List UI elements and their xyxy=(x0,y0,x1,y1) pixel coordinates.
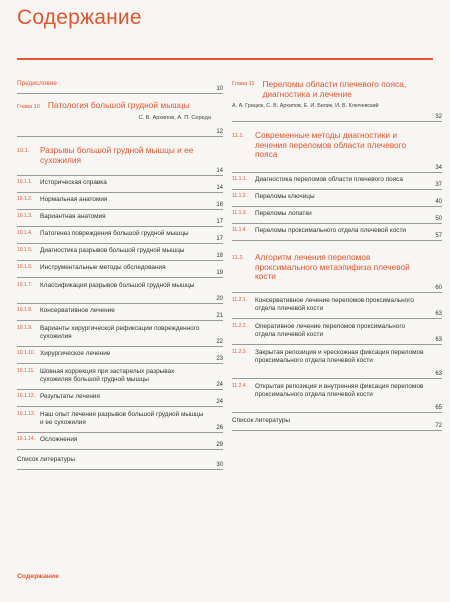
toc-entry-page: 14 xyxy=(216,168,223,174)
toc-entry-number: 10.1.7. xyxy=(17,282,33,288)
toc-rule xyxy=(17,209,223,210)
toc-entry-number: 10.1.6. xyxy=(17,264,33,270)
toc-entry-label: Список литературы xyxy=(232,417,290,424)
toc-rule xyxy=(232,318,442,319)
toc-entry-page: 72 xyxy=(435,423,442,429)
toc-rule xyxy=(17,320,223,321)
toc-rule xyxy=(17,260,223,261)
toc-entry-label: Переломы лопатки xyxy=(255,210,312,217)
toc-entry-page: 24 xyxy=(216,399,223,405)
toc-entry[interactable] xyxy=(232,176,442,190)
toc-rule xyxy=(232,412,442,413)
toc-entry-page: 50 xyxy=(435,216,442,222)
toc-entry[interactable] xyxy=(232,193,442,207)
toc-entry-page: 12 xyxy=(216,129,223,135)
toc-entry[interactable] xyxy=(17,247,223,261)
toc-entry-number: 11.2.1. xyxy=(232,297,247,303)
toc-entry-label: Алгоритм лечения переломов проксимального метаэпифиза плечевой кости xyxy=(255,252,410,282)
toc-entry-label: Оперативное лечение переломов проксимального отдела плечевой кости xyxy=(255,323,406,339)
toc-entry-number: 10.1.1. xyxy=(17,179,33,185)
toc-entry[interactable] xyxy=(232,323,442,345)
toc-entry-page: 57 xyxy=(435,233,442,239)
toc-entry[interactable] xyxy=(17,436,223,450)
toc-entry-label: Открытая репозиция и внутренняя фиксация переломов проксимального отдела плечевой кости xyxy=(255,383,424,399)
toc-entry-page: 60 xyxy=(435,285,442,291)
toc-entry-label: Шовная коррекция при застарелых разрывах сухожилия большой грудной мышцы xyxy=(40,368,175,384)
toc-entry-bibliography[interactable] xyxy=(232,417,442,431)
toc-entry[interactable] xyxy=(17,307,223,321)
toc-entry[interactable] xyxy=(232,297,442,319)
toc-rule xyxy=(17,363,223,364)
toc-entry-number: 10.1.14. xyxy=(17,436,36,442)
toc-rule xyxy=(17,136,223,137)
toc-entry-page: 63 xyxy=(435,311,442,317)
toc-rule xyxy=(17,406,223,407)
toc-entry-label: Результаты лечения xyxy=(40,393,100,400)
toc-entry-label: Вариантная анатомия xyxy=(40,213,106,220)
title-rule xyxy=(17,58,433,60)
toc-entry-bibliography[interactable] xyxy=(17,456,223,470)
chapter-authors: С. В. Архипов, А. П. Середа xyxy=(138,114,211,121)
toc-entry[interactable] xyxy=(17,196,223,210)
toc-rule xyxy=(232,378,442,379)
page-title: Содержание xyxy=(17,6,142,29)
toc-rule xyxy=(17,346,223,347)
toc-entry-page: 22 xyxy=(216,339,223,345)
toc-entry-number: 11.2.4. xyxy=(232,383,247,389)
toc-entry[interactable] xyxy=(232,383,442,413)
toc-rule xyxy=(232,206,442,207)
toc-entry-label: Осложнения xyxy=(40,436,78,443)
toc-entry[interactable] xyxy=(232,131,442,173)
toc-chapter-11[interactable] xyxy=(232,80,442,122)
toc-entry[interactable] xyxy=(232,349,442,379)
toc-entry-label: Патогенез повреждения большой грудной мышцы xyxy=(40,230,189,237)
toc-entry-number: 11.1.1. xyxy=(232,176,247,182)
toc-entry[interactable] xyxy=(17,350,223,364)
toc-entry-page: 20 xyxy=(216,296,223,302)
toc-entry-page: 32 xyxy=(435,114,442,120)
toc-chapter-10[interactable] xyxy=(17,101,223,137)
toc-entry-label: Варианты хирургической рефиксации поврежденного сухожилия xyxy=(40,325,200,341)
toc-entry-number: 10.1.13. xyxy=(17,411,36,417)
toc-entry-page: 34 xyxy=(435,165,442,171)
toc-rule xyxy=(17,243,223,244)
toc-entry[interactable] xyxy=(17,282,223,304)
toc-entry-label: Переломы ключицы xyxy=(255,193,315,200)
toc-entry-page: 21 xyxy=(216,313,223,319)
toc-entry-number: 10.1.5. xyxy=(17,247,33,253)
toc-entry-number: 10.1.11. xyxy=(17,368,35,374)
toc-entry-number: 11.2.2. xyxy=(232,323,247,329)
toc-entry-number: 10.1.8. xyxy=(17,307,33,313)
toc-rule xyxy=(232,240,442,241)
toc-entry[interactable] xyxy=(232,210,442,224)
toc-entry-page: 37 xyxy=(435,182,442,188)
chapter-authors: А. А. Грицюк, С. В. Архипов, Е. И. Белик, И. В. Ключевский xyxy=(232,103,379,110)
toc-entry[interactable] xyxy=(17,325,223,347)
toc-rule xyxy=(17,303,223,304)
toc-entry-preface[interactable] xyxy=(17,80,223,94)
toc-entry-number: 11.1.3. xyxy=(232,210,247,216)
toc-entry-label: Диагностика разрывов большой грудной мышцы xyxy=(40,247,185,254)
toc-entry[interactable] xyxy=(17,411,223,433)
toc-left-entries xyxy=(17,146,223,450)
toc-rule xyxy=(17,93,223,94)
toc-rule xyxy=(232,172,442,173)
toc-entry-label: Переломы проксимального отдела плечевой кости xyxy=(255,227,406,234)
toc-entry[interactable] xyxy=(17,179,223,193)
toc-entry-number: 10.1.12. xyxy=(17,393,36,399)
toc-entry-number: 11.2. xyxy=(232,255,245,261)
toc-entry[interactable] xyxy=(17,213,223,227)
toc-entry-number: 10.1.2. xyxy=(17,196,33,202)
toc-entry-page: 18 xyxy=(216,253,223,259)
toc-entry-label: Список литературы xyxy=(17,456,75,463)
toc-entry-page: 63 xyxy=(435,337,442,343)
toc-entry-page: 14 xyxy=(216,185,223,191)
chapter-label: Глава 10 xyxy=(17,104,40,110)
toc-entry-page: 10 xyxy=(216,86,223,92)
toc-entry-number: 10.1.9. xyxy=(17,325,33,331)
toc-rule xyxy=(232,430,442,431)
toc-entry-page: 30 xyxy=(216,462,223,468)
running-footer: Содержание xyxy=(17,573,59,580)
toc-entry-page: 40 xyxy=(435,199,442,205)
toc-rule xyxy=(232,344,442,345)
toc-entry-number: 10.1.4. xyxy=(17,230,33,236)
toc-rule xyxy=(232,121,442,122)
toc-entry-page: 17 xyxy=(216,219,223,225)
toc-entry-page: 24 xyxy=(216,382,223,388)
toc-entry-page: 17 xyxy=(216,236,223,242)
toc-entry-number: 11.1. xyxy=(232,133,245,139)
toc-entry-page: 19 xyxy=(216,270,223,276)
toc-rule xyxy=(17,277,223,278)
toc-entry-label: Наш опыт лечения разрывов большой грудной мышцы и ее сухожилия xyxy=(40,411,204,427)
toc-entry[interactable] xyxy=(17,393,223,407)
toc-rule xyxy=(17,389,223,390)
toc-entry-page: 65 xyxy=(435,405,442,411)
toc-entry-number: 10.1. xyxy=(17,148,30,154)
toc-entry-label: Историческая справка xyxy=(40,179,107,186)
toc-entry-page: 26 xyxy=(216,425,223,431)
toc-rule xyxy=(17,175,223,176)
toc-entry-number: 11.2.3. xyxy=(232,349,247,355)
toc-entry[interactable] xyxy=(17,264,223,278)
toc-right-entries xyxy=(232,131,442,413)
toc-rule xyxy=(17,432,223,433)
toc-entry-number: 11.1.2. xyxy=(232,193,247,199)
toc-entry[interactable] xyxy=(232,227,442,241)
toc-entry-number: 10.1.3. xyxy=(17,213,33,219)
toc-entry-page: 23 xyxy=(216,356,223,362)
toc-rule xyxy=(17,226,223,227)
toc-right-column xyxy=(232,80,442,431)
toc-rule xyxy=(232,189,442,190)
toc-entry-label: Хирургическое лечение xyxy=(40,350,111,357)
toc-entry-label: Закрытая репозиция и чрескожная фиксация переломов проксимального отдела плечевой кости xyxy=(255,349,424,365)
chapter-title: Патология большой грудной мышцы xyxy=(47,100,190,110)
toc-entry-label: Современные методы диагностики и лечения переломов области плечевого пояса xyxy=(255,130,407,160)
toc-rule xyxy=(232,223,442,224)
toc-entry-label: Инструментальные методы обследования xyxy=(40,264,166,271)
toc-entry-label: Нормальная анатомия xyxy=(40,196,108,203)
toc-rule xyxy=(17,449,223,450)
toc-entry-number: 10.1.10. xyxy=(17,350,36,356)
toc-entry[interactable] xyxy=(17,368,223,390)
toc-entry[interactable] xyxy=(17,146,223,176)
toc-left-column xyxy=(17,80,223,470)
toc-entry-label: Разрывы большой грудной мышцы и ее сухожилия xyxy=(40,145,194,165)
toc-entry[interactable] xyxy=(17,230,223,244)
toc-entry-label: Консервативное лечение переломов проксимального отдела плечевой кости xyxy=(255,297,414,313)
toc-rule xyxy=(17,192,223,193)
toc-entry-label: Консервативное лечение xyxy=(40,307,115,314)
toc-entry-page: 63 xyxy=(435,371,442,377)
toc-entry-number: 11.1.4. xyxy=(232,227,247,233)
toc-entry-page: 16 xyxy=(216,202,223,208)
chapter-title: Переломы области плечевого пояса, диагностика и лечение xyxy=(262,79,407,99)
toc-entry-label: Предисловие xyxy=(17,80,57,87)
toc-entry-page: 29 xyxy=(216,442,223,448)
toc-rule xyxy=(17,469,223,470)
toc-rule xyxy=(232,292,442,293)
toc-entry-label: Классификация разрывов большой грудной мышцы xyxy=(40,282,195,289)
toc-entry[interactable] xyxy=(232,253,442,293)
toc-entry-label: Диагностика переломов области плечевого пояса xyxy=(255,176,403,183)
chapter-label: Глава 11 xyxy=(232,81,255,87)
